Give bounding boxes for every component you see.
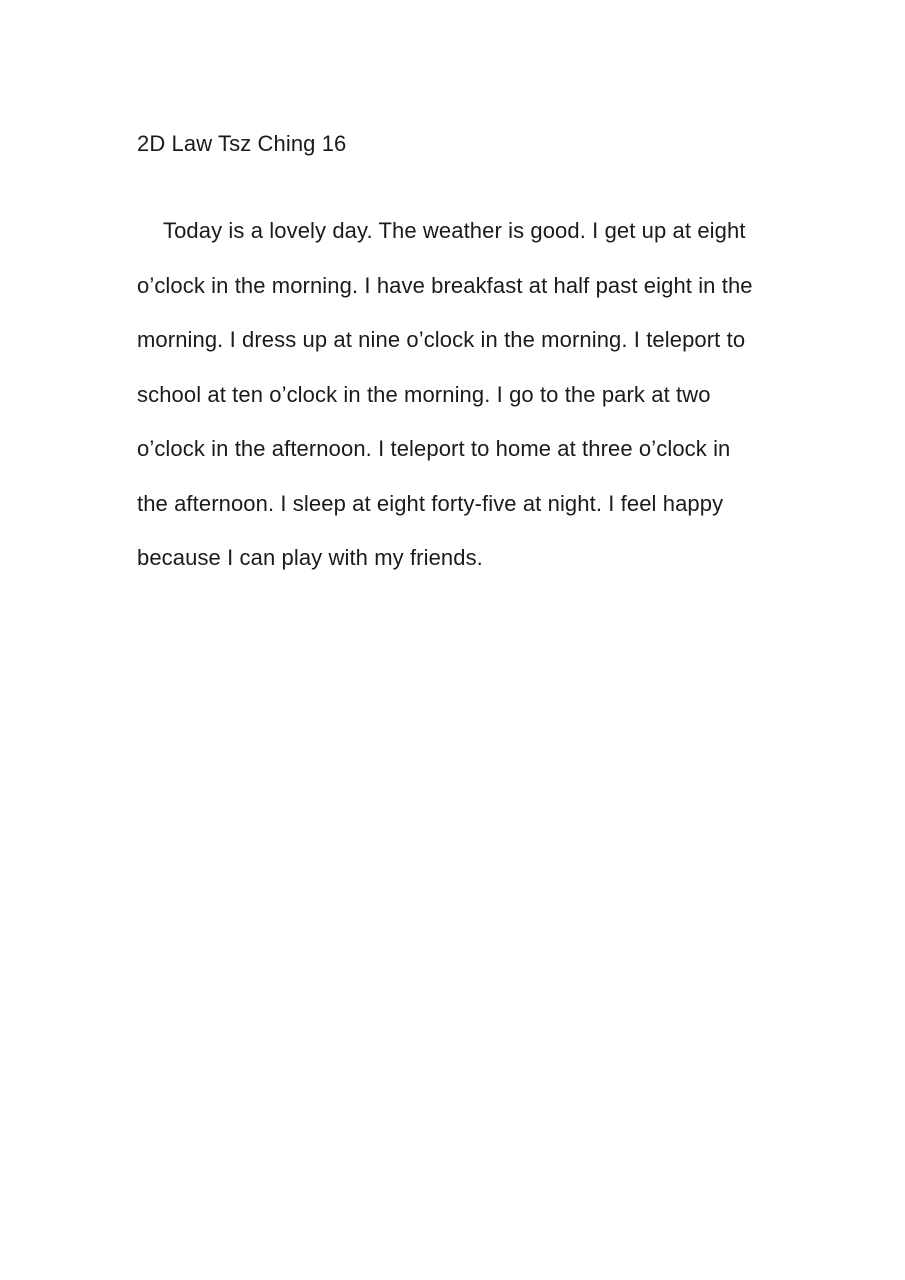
essay-line: the afternoon. I sleep at eight forty-five at night. I feel happy — [137, 490, 724, 516]
essay-line: because I can play with my friends. — [137, 545, 483, 570]
document-content — [137, 133, 797, 586]
essay-line: school at ten o’clock in the morning. I go to the park at two — [137, 381, 711, 407]
essay-line: morning. I dress up at nine o’clock in the morning. I teleport to — [137, 327, 746, 352]
student-name-header: 2D Law Tsz Ching 16 — [137, 131, 347, 156]
essay-line: o’clock in the afternoon. I teleport to home at three o’clock in — [137, 436, 731, 461]
essay-paragraph — [137, 204, 797, 586]
essay-line: o’clock in the morning. I have breakfast at half past eight in the — [137, 272, 753, 298]
essay-line: Today is a lovely day. The weather is good. I get up at eight — [163, 218, 746, 243]
